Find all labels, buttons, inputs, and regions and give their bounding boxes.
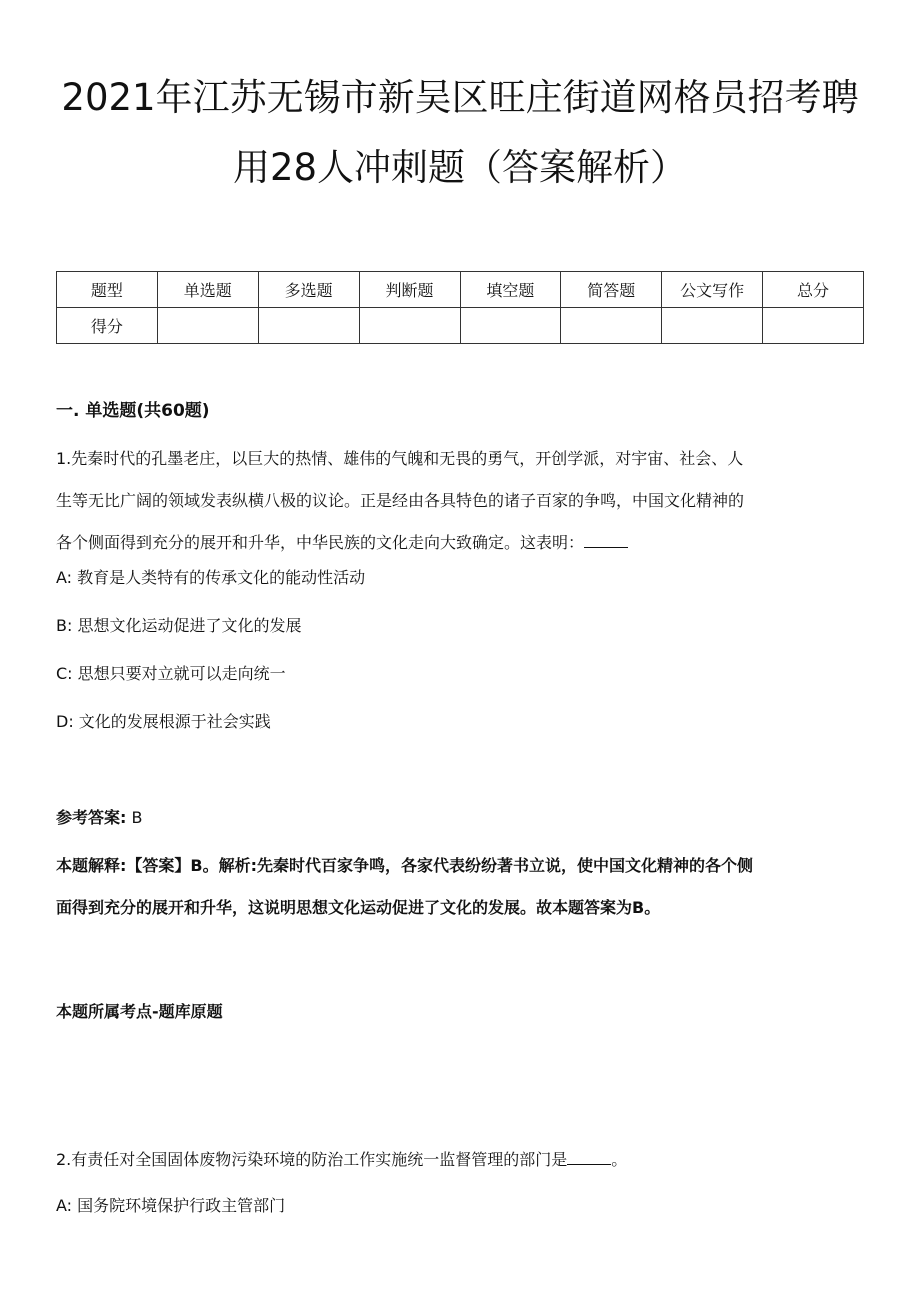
- table-header-cell: 题型: [57, 272, 158, 308]
- question-1-answer: [56, 806, 142, 830]
- score-cell: [157, 308, 258, 344]
- section-title: 一. 单选题(共60题): [56, 401, 210, 421]
- answer-value: B: [126, 808, 143, 827]
- question-2-stem: [56, 1146, 627, 1172]
- answer-label: 参考答案:: [56, 808, 127, 827]
- question-1-stem: [56, 438, 866, 564]
- page-title-line-2: 用28人冲刺题（答案解析）: [232, 146, 688, 189]
- table-header-cell: 单选题: [157, 272, 258, 308]
- explanation-label: 本题解释:: [56, 856, 127, 875]
- table-header-cell: 判断题: [359, 272, 460, 308]
- score-cell: [763, 308, 864, 344]
- question-1-option-d: D: 文化的发展根源于社会实践: [56, 712, 271, 731]
- table-header-cell: 简答题: [561, 272, 662, 308]
- score-cell: [460, 308, 561, 344]
- question-2-option-a: A: 国务院环境保护行政主管部门: [56, 1196, 286, 1215]
- table-header-cell: 公文写作: [662, 272, 763, 308]
- question-1-stem-line: 1.先秦时代的孔墨老庄，以巨大的热情、雄伟的气魄和无畏的勇气，开创学派，对宇宙、社会、人: [56, 449, 744, 468]
- table-header-cell: 填空题: [460, 272, 561, 308]
- explanation-text: 【答案】B。解析:先秦时代百家争鸣，各家代表纷纷著书立说，使中国文化精神的各个侧: [126, 856, 754, 875]
- question-1-explanation: [56, 845, 866, 929]
- question-1-option-b: B: 思想文化运动促进了文化的发展: [56, 616, 302, 635]
- question-1-stem-text: 各个侧面得到充分的展开和升华，中华民族的文化走向大致确定。这表明：: [56, 533, 585, 552]
- score-cell: [561, 308, 662, 344]
- question-1-stem-line: [56, 522, 866, 564]
- score-cell: [359, 308, 460, 344]
- page-title-line-1: 2021年江苏无锡市新吴区旺庄街道网格员招考聘: [61, 76, 859, 119]
- score-cell: [258, 308, 359, 344]
- explanation-line: [56, 845, 866, 887]
- question-1-topic: 本题所属考点-题库原题: [56, 1002, 223, 1021]
- question-1-option-a: A: 教育是人类特有的传承文化的能动性活动: [56, 568, 366, 587]
- table-row-label: 得分: [57, 308, 158, 344]
- score-cell: [662, 308, 763, 344]
- question-1-option-c: C: 思想只要对立就可以走向统一: [56, 664, 286, 683]
- score-table-score-row: [57, 308, 864, 344]
- table-header-cell: 多选题: [258, 272, 359, 308]
- question-2-stem-end: 。: [611, 1150, 628, 1169]
- answer-blank: [567, 1146, 611, 1165]
- explanation-line: 面得到充分的展开和升华，这说明思想文化运动促进了文化的发展。故本题答案为B。: [56, 898, 661, 917]
- table-header-cell: 总分: [763, 272, 864, 308]
- score-table-header-row: [57, 272, 864, 308]
- question-2-stem-text: 2.有责任对全国固体废物污染环境的防治工作实施统一监督管理的部门是: [56, 1150, 568, 1169]
- score-table: [56, 271, 864, 344]
- question-1-stem-line: 生等无比广阔的领域发表纵横八极的议论。正是经由各具特色的诸子百家的争鸣，中国文化精神的: [56, 491, 745, 510]
- answer-blank: [584, 529, 628, 548]
